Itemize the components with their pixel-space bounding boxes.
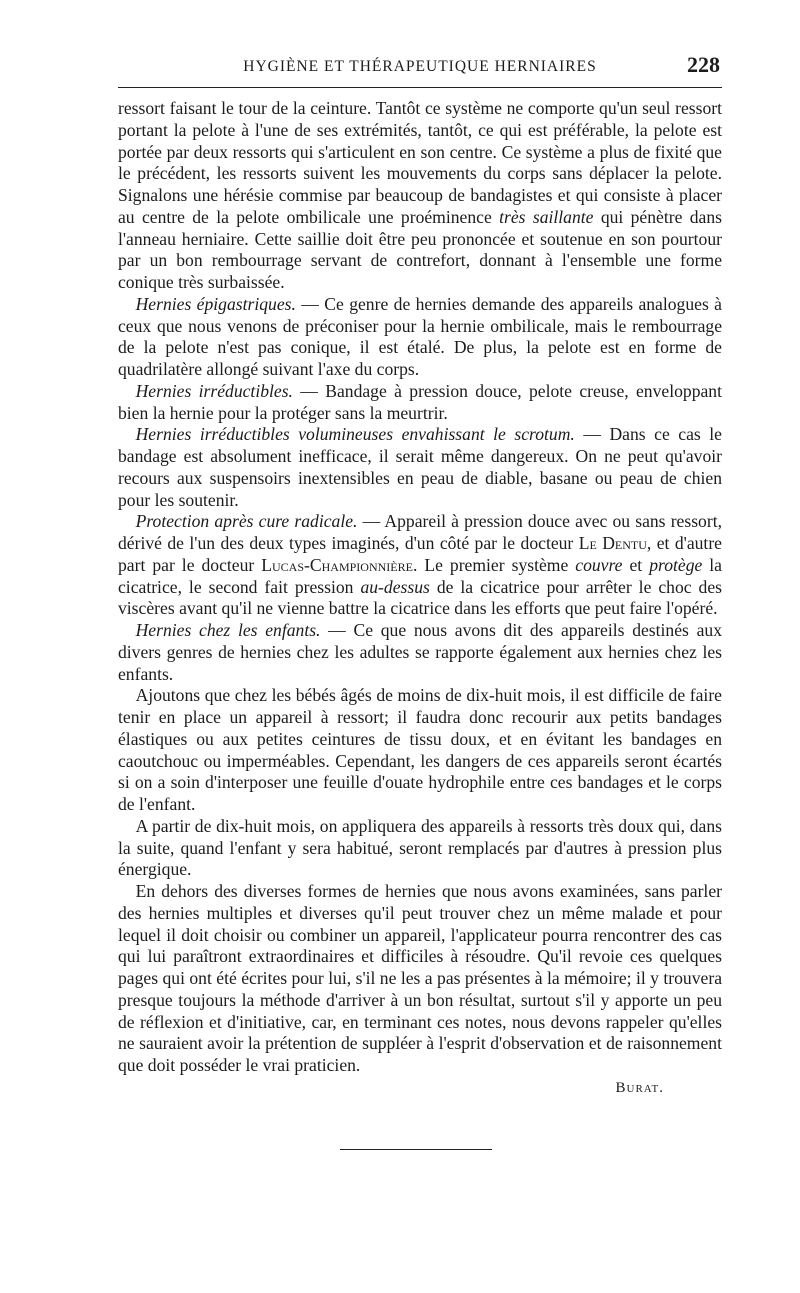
paragraph-conclusion: En dehors des diverses formes de hernies que nous avons examinées, sans parler des hernies multiples et diverses qu'il peut trouver chez un même malade et pour lequel il doit choisir ou combiner un appareil, l'applicateur pourra rencontrer des cas qui lui paraîtront extraordinaires et difficiles à résoudre. Qu'il revoie ces quelques pages qui ont été écrites pour lui, s'il ne les a pas présentes à la mémoire; il y trouvera presque toujours la méthode d'arriver à un bon résultat, surtout s'il y apporte un peu de réflexion et d'initiative, car, en terminant ces notes, nous devons rappeler qu'elles ne sauraient avoir la prétention de suppléer à l'esprit d'observation et de raisonnement que doit posséder le vrai praticien. [118,881,722,1075]
running-title: HYGIÈNE ET THÉRAPEUTIQUE HERNIAIRES [243,58,597,75]
section-heading-epigastriques: Hernies épigastriques. [135,293,296,314]
paragraph-hernies-volumineuses: Hernies irréductibles volumineuses envahissant le scrotum. — Dans ce cas le bandage est absolument inefficace, il serait même dangereux. On ne peut qu'avoir recours aux suspensoirs inextensibles en peau de diable, basane ou peau de chien pour les soutenir. [118,424,722,510]
paragraph-bebes: Ajoutons que chez les bébés âgés de moins de dix-huit mois, il est difficile de faire tenir en place un appareil à ressort; il faudra donc recourir aux petits bandages élastiques ou aux petites ceintures de tissu doux, et en évitant les bandages en caoutchouc ou imperméables. Cependant, les dangers de ces appareils seront écartés si on a soin d'interposer une feuille d'ouate hydrophile entre ces bandages et le corps de l'enfant. [118,685,722,814]
page-header [118,52,722,86]
paragraph-hernies-irreductibles: Hernies irréductibles. — Bandage à pression douce, pelote creuse, enveloppant bien la hernie pour la protéger sans la meurtrir. [118,380,722,423]
paragraph-protection-cure-radicale: Protection après cure radicale. — Appareil à pression douce avec ou sans ressort, dérivé de l'un des deux types imaginés, d'un côté par le docteur Le Dentu, et d'autre part par le docteur Lucas-Championnière. Le premier système couvre et protège la cicatrice, le second fait pression au-dessus de la cicatrice pour arrêter le choc des viscères avant qu'il ne vienne battre la cicatrice dans les efforts que peut faire l'opéré. [118,511,723,619]
paragraph-hernies-epigastriques: Hernies épigastriques. — Ce genre de hernies demande des appareils analogues à ceux que nous venons de préconiser pour la hernie ombilicale, mais le rembourrage de la pelote n'est pas conique, il est étalé. De plus, la pelote est en forme de quadrilatère allongé suivant l'axe du corps. [118,293,722,379]
section-heading-volumineuses: Hernies irréductibles volumineuses envahissant le scrotum. [135,424,575,445]
section-heading-irreductibles: Hernies irréductibles. [135,380,293,401]
section-heading-enfants: Hernies chez les enfants. [135,620,321,640]
page-number: 228 [687,52,720,77]
author-signature: Burat. [615,1079,664,1096]
footer-rule [340,1149,492,1150]
header-rule [118,87,722,88]
paragraph-dix-huit-mois: A partir de dix-huit mois, on appliquera des appareils à ressorts très doux qui, dans la suite, quand l'enfant y sera habitué, seront remplacés par d'autres à pression plus énergique. [118,815,722,880]
section-heading-protection: Protection après cure radicale. [135,511,358,532]
book-page [118,52,722,1097]
paragraph-hernies-enfants: Hernies chez les enfants. — Ce que nous avons dit des appareils destinés aux divers genres de hernies chez les adultes se rapporte également aux hernies chez les enfants. [118,620,722,684]
body-text [118,98,722,1077]
author-name-le-dentu: Le Dentu [578,533,647,553]
paragraph-ombilicale: ressort faisant le tour de la ceinture. Tantôt ce système ne comporte qu'un seul ressort portant la pelote à l'une de ses extrémités, tantôt, ce qui est préférable, la pelote est portée par deux ressorts qui s'articulent en son centre. Ce système a plus de fixité que le précédent, les ressorts suivent les mouvements du corps sans déplacer la pelote. Signalons une hérésie commise par beaucoup de bandagistes et qui consiste à placer au centre de la pelote ombilicale une proéminence très saillante qui pénètre dans l'anneau herniaire. Cette saillie doit être peu prononcée et soutenue en son pourtour par un bon rembourrage servant de contrefort, donnant à l'ensemble une forme conique très surbaissée. [118,98,722,292]
author-name-lucas-championniere: Lucas-Championnière [261,554,413,575]
emphasis-tres-saillante: très saillante [499,206,594,227]
